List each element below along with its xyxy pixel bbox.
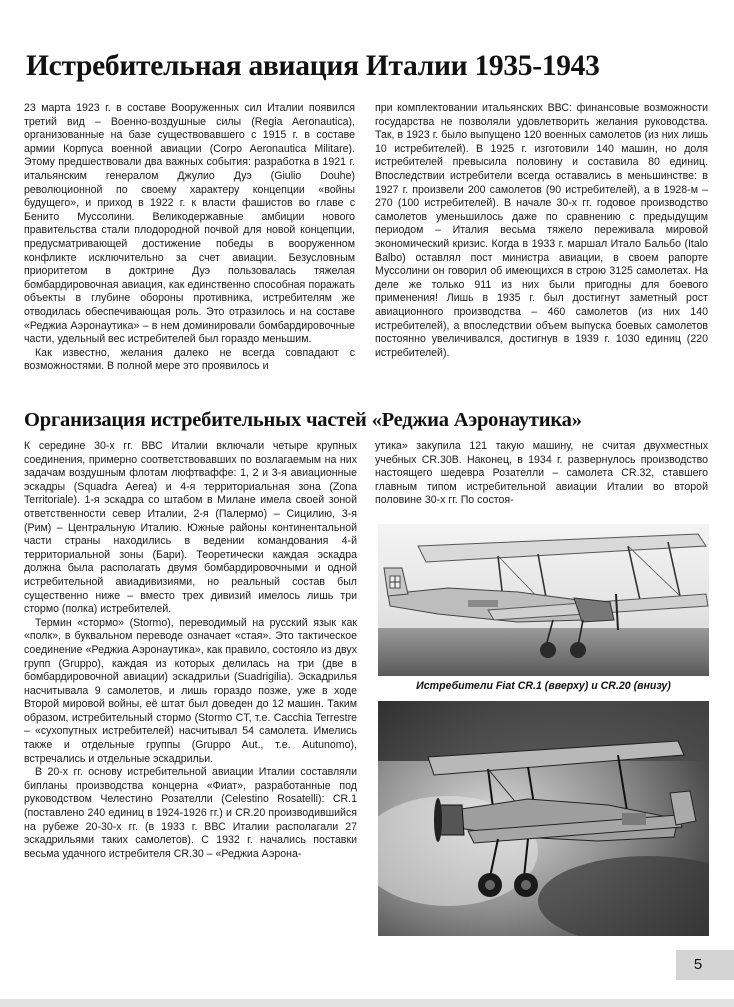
section-paragraph: утика» закупила 121 такую машину, не считая двухместных учебных CR.30B. Наконец, в 1934 г. развернулось производство настоящего шедевра Розателли – самолета CR.32, ставшего главным типом истребительной авиации Италии во второй половине 30-х гг. По состоя-	[375, 440, 708, 507]
photo-caption: Истребители Fiat CR.1 (вверху) и CR.20 (внизу)	[416, 680, 671, 692]
biplane-photo-bottom	[378, 701, 709, 936]
section-paragraph: В 20-х гг. основу истребительной авиации Италии составляли бипланы производства концерна «Фиат», разработанные под руководством Челестино Розателли (Celestino Rosatelli): CR.1 (поставлено 240 единиц в 1924-1926 гг.) и CR.20 производившийся на рубеже 20-30-х гг. (в 1933 г. ВВС Италии располагали 27 эскадрильями таких самолетов). С 1932 г. начались поставки весьма удачного истребителя CR.30 – «Реджиа Аэрона-	[24, 766, 357, 860]
page-number: 5	[693, 956, 703, 973]
section-paragraph: К середине 30-х гг. ВВС Италии включали четыре крупных соединения, примерно соответствовавших по возлагаемым на них задачам воздушным флотам люфтваффе: 1, 2 и 3-я авиационные эскадры (Squadra Aerea) и 4-я территориальная зона (Zona Territoriale). 1-я эскадра со штабом в Милане имела своей зоной ответственности север Италии, 2-я (Палермо) – Сицилию, 3-я (Рим) – Центральную Италию. Южные районы континентальной части страны находились в ведении командования 4-й территориальной зоны (Бари). Теоретически каждая эскадра должна была располагать двумя бомбардировочными и одной истребительной авиадивизиями, но реальный состав был существенно ниже – вместо трех дивизий имелось лишь три стормо (полка) истребителей.	[24, 440, 357, 616]
section-title: Организация истребительных частей «Реджиа Аэронаутика»	[24, 409, 582, 431]
page-title: Истребительная авиация Италии 1935-1943	[26, 50, 600, 82]
photo-fiat-cr20	[378, 701, 709, 936]
intro-paragraph: Как известно, желания далеко не всегда совпадают с возможностями. В полной мере это проявилось и	[24, 346, 355, 373]
intro-paragraph: при комплектовании итальянских ВВС: финансовые возможности государства не позволяли удовлетворить желания руководства. Так, в 1923 г. было выпущено 120 военных самолетов (из них лишь 10 истребителей). В 1925 г. изготовили 140 машин, но доля истребителей превысила половину и составила 80 единиц. Впоследствии истребители всегда оставались в меньшинстве: в 1927 г. произвели 200 самолетов (90 истребителей), а в 1928-м – 270 (100 истребителей). В начале 30-х гг. годовое производство самолетов уменьшилось даже по сравнению с предыдущим периодом – Италия весьма тяжело переживала мировой экономический кризис. Когда в 1933 г. маршал Итало Бальбо (Italo Balbo) оставлял пост министра авиации, в своем рапорте Муссолини он говорил об имеющихся в строю 3125 самолетах. На деле же только 911 из них были пригодны для боевого применения! Лишь в 1935 г. был достигнут заметный рост авиационного производства – 460 самолетов (из них 140 истребителей), а впоследствии объем выпуска боевых самолетов постоянно увеличивался, достигнув в 1939 г. 1030 единиц (220 истребителей).	[375, 102, 708, 359]
section-left-column	[24, 440, 357, 861]
section-paragraph: Термин «стормо» (Stormo), переводимый на русский язык как «полк», в буквальном переводе означает «стая». Это тактическое соединение «Реджиа Аэронаутика», как правило, состояло из двух групп (Gruppo), каждая из которых делилась на три (две в бомбардировочной авиации) эскадрильи (Suadrigilia). Эскадрилья насчитывала 9 самолетов, и лишь гораздо позже, уже в ходе Второй мировой войны, её штат был доведен до 12 машин. Таким образом, истребительный стормо (Stormo CT, т.е. Cacchia Terrestre – «сухопутных истребителей) насчитывал 54 самолета. Имелись также и отдельные группы (Gruppo Aut., т.е. Autunomo), встречались и отдельные эскадрильи.	[24, 616, 357, 765]
section-right-column	[375, 440, 708, 508]
photo-fiat-cr1	[378, 524, 709, 676]
intro-paragraph: 23 марта 1923 г. в составе Вооруженных сил Италии появился третий вид – Военно-воздушные силы (Regia Aeronautica), организованные на базе существовавшего с 1915 г. в составе армии Корпуса военной авиации (Corpo Aeronautica Militare). Этому предшествовали два важных события: разработка в 1921 г. итальянским генералом Джулио Дуэ (Giulio Douhe) революционной по своему характеру концепции «войны будущего», и приход в 1922 г. к власти фашистов во главе с Бенито Муссолини. Великодержавные амбиции нового правительства стали плодородной почвой для новой концепции, предусматривающей достижение победы в вооруженном конфликте исключительно за счет авиации. Безусловным приоритетом в доктрине Дуэ пользовалась тяжелая бомбардировочная авиация, как единственно способная поражать объекты в глубине обороны противника, истребителям же отводилась обеспечивающая роль. Это отразилось и на составе «Реджиа Аэронаутика» – в нем доминировали бомбардировочные части, удельный вес истребителей был гораздо меньшим.	[24, 102, 355, 346]
bottom-rule	[0, 999, 734, 1007]
intro-right-column	[375, 102, 708, 360]
intro-left-column	[24, 102, 355, 374]
biplane-photo-top	[378, 524, 709, 676]
